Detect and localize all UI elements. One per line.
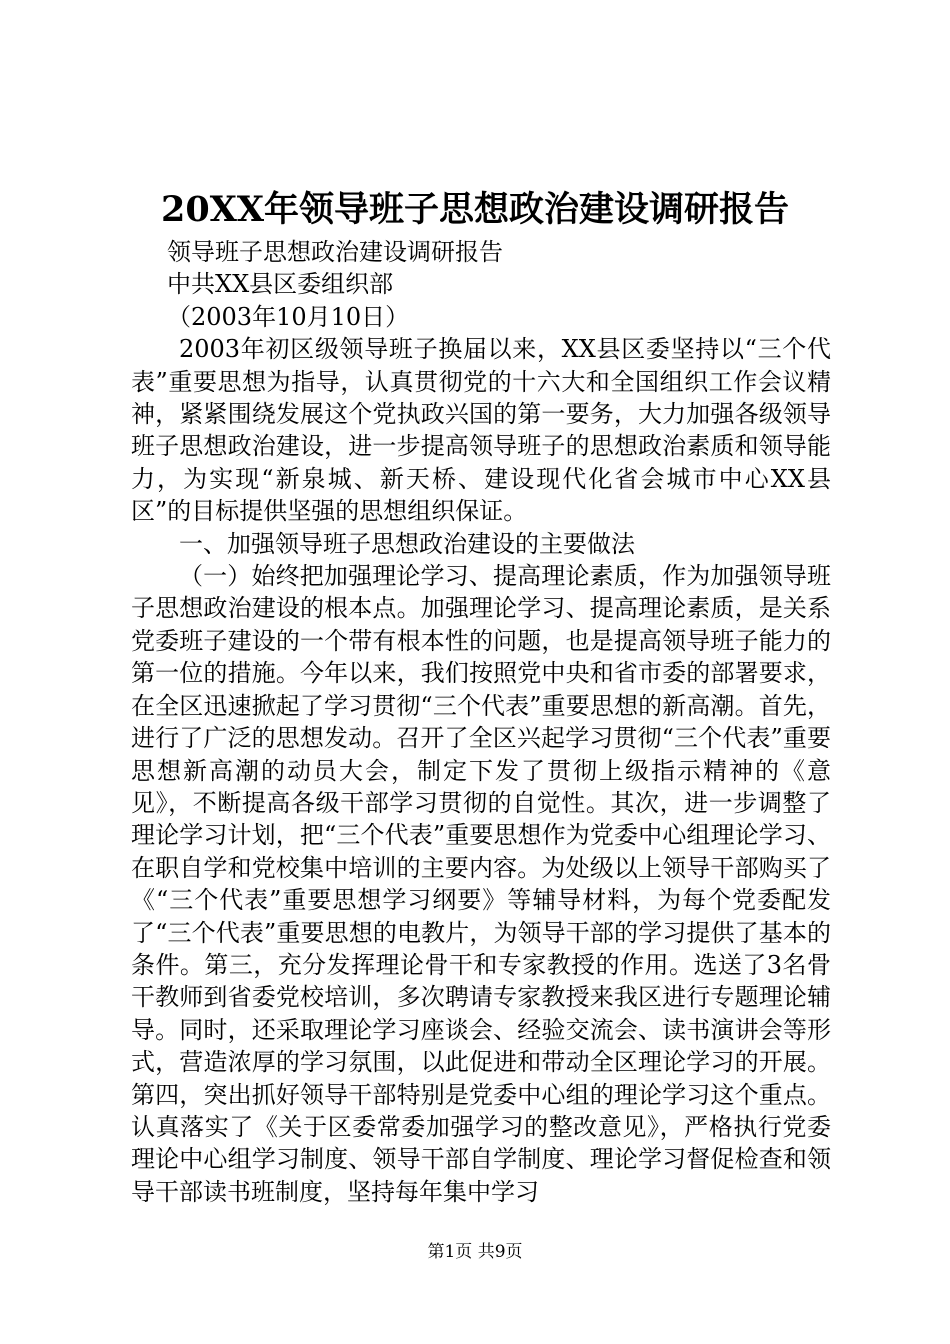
document-subtitle: 领导班子思想政治建设调研报告 <box>167 238 503 266</box>
document-body <box>131 236 831 1208</box>
document-title: 20XX年领导班子思想政治建设调研报告 <box>160 189 790 230</box>
page-indicator: 第1页 共9页 <box>427 1242 523 1262</box>
paragraph-intro: 2003年初区级领导班子换届以来，XX县区委坚持以“三个代表”重要思想为指导，认真贯彻党的十六大和全国组织工作会议精神，紧紧围绕发展这个党执政兴国的第一要务，大力加强各级领导班子思想政治建设，进一步提高领导班子的思想政治素质和领导能力，为实现“新泉城、新天桥、建设现代化省会城市中心XX县区”的目标提供坚强的思想组织保证。 <box>131 335 831 526</box>
document-author: 中共XX县区委组织部 <box>167 270 394 299</box>
section-heading: 一、加强领导班子思想政治建设的主要做法 <box>179 529 635 558</box>
paragraph-section-1: （一）始终把加强理论学习、提高理论素质，作为加强领导班子思想政治建设的根本点。加强理论学习、提高理论素质，是关系党委班子建设的一个带有根本性的问题，也是提高领导班子能力的第一位的措施。今年以来，我们按照党中央和省市委的部署要求，在全区迅速掀起了学习贯彻“三个代表”重要思想的新高潮。首先，进行了广泛的思想发动。召开了全区兴起学习贯彻“三个代表”重要思想新高潮的动员大会，制定下发了贯彻上级指示精神的《意见》，不断提高各级干部学习贯彻的自觉性。其次，进一步调整了理论学习计划，把“三个代表”重要思想作为党委中心组理论学习、在职自学和党校集中培训的主要内容。为处级以上领导干部购买了《“三个代表”重要思想学习纲要》等辅导材料，为每个党委配发了“三个代表”重要思想的电教片，为领导干部的学习提供了基本的条件。第三，充分发挥理论骨干和专家教授的作用。选送了3名骨干教师到省委党校培训，多次聘请专家教授来我区进行专题理论辅导。同时，还采取理论学习座谈会、经验交流会、读书演讲会等形式，营造浓厚的学习氛围，以此促进和带动全区理论学习的开展。第四，突出抓好领导干部特别是党委中心组的理论学习这个重点。认真落实了《关于区委常委加强学习的整改意见》，严格执行党委理论中心组学习制度、领导干部自学制度、理论学习督促检查和领导干部读书班制度，坚持每年集中学习 <box>131 562 831 1206</box>
document-date: （2003年10月10日） <box>167 302 410 331</box>
